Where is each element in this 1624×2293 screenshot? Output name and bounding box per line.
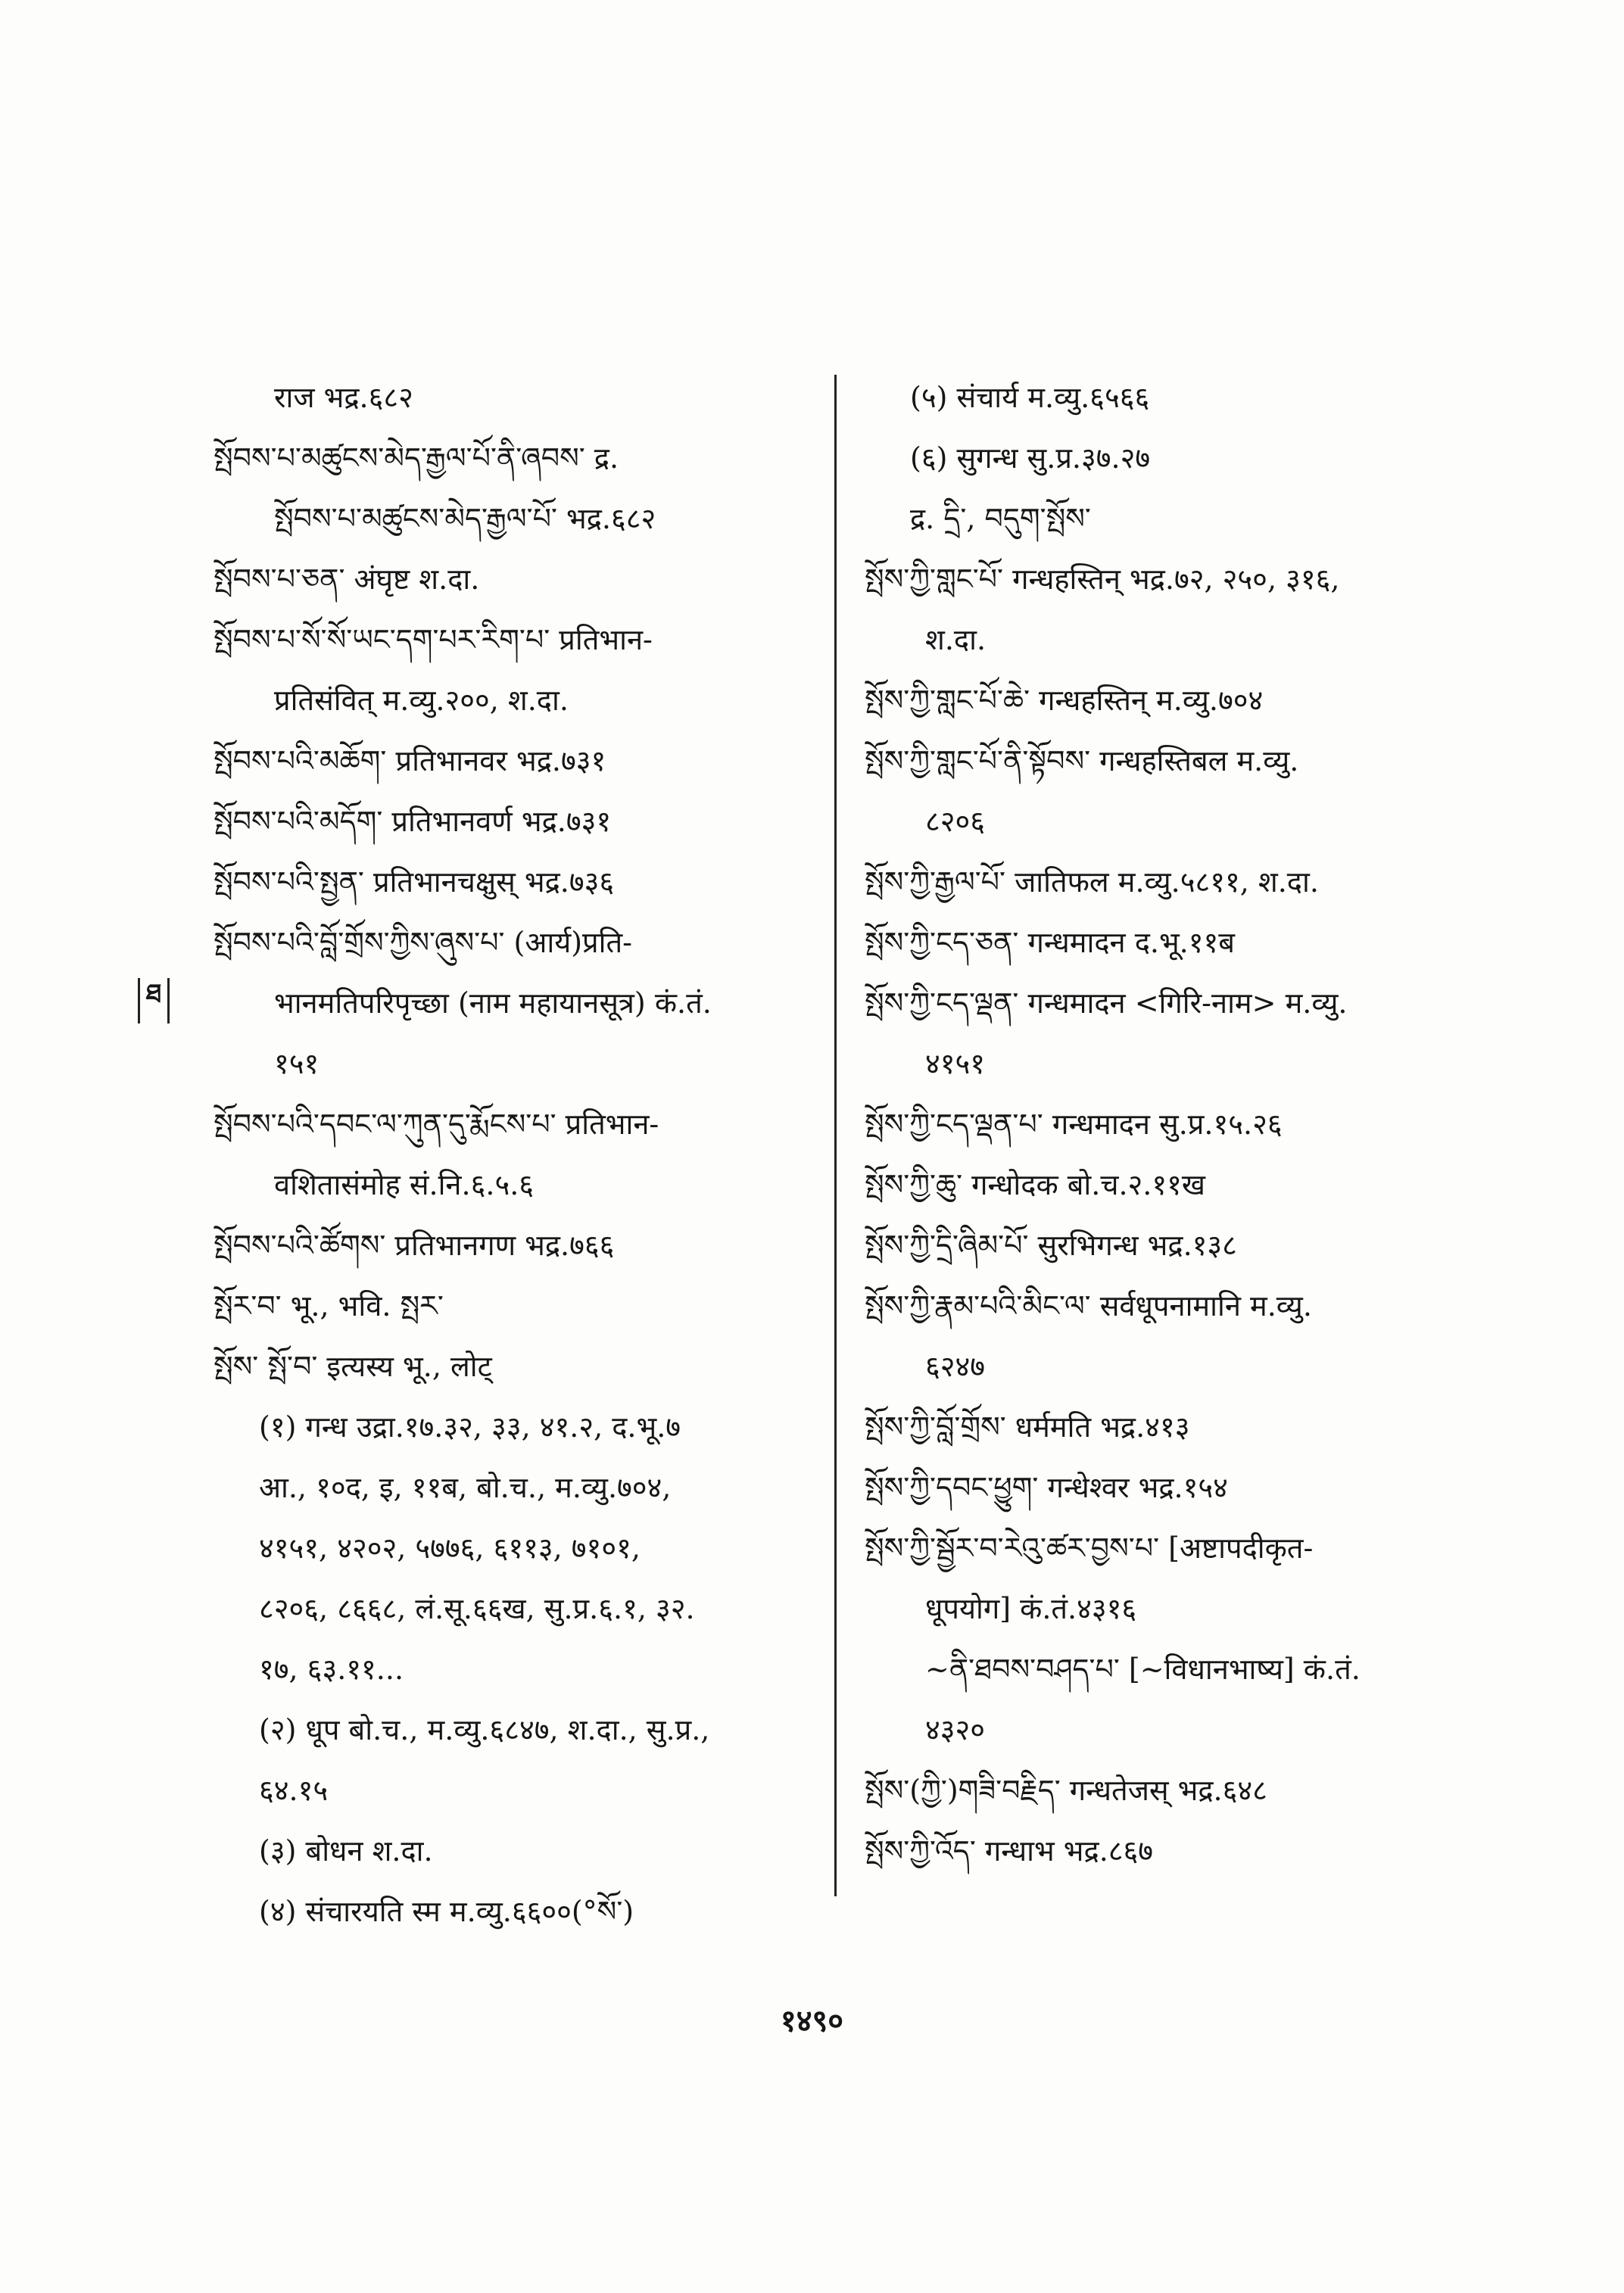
entry-line: སྤོས་ཀྱི་གླང་པོ་ཆེ་ गन्धहस्तिन् म.व्यु.७०४ bbox=[865, 684, 1264, 717]
entry-line: आ., १०द, इ, ११ब, बो.च., म.व्यु.७०४, bbox=[259, 1471, 672, 1504]
entry-line: སྤོས་ཀྱི་འོད་ गन्धाभ भद्र.८६७ bbox=[865, 1834, 1154, 1868]
page-number: १४९० bbox=[780, 2003, 844, 2039]
entry-line: श.दा. bbox=[925, 623, 987, 656]
entry-line: སྤོབས་པ་མཚུངས་མེད་རྒྱལ་པོ་ भद्र.६८२ bbox=[274, 502, 656, 535]
entry-line: भानमतिपरिपृच्छा (नाम महायानसूत्र) कं.तं. bbox=[274, 986, 712, 1020]
entry-line: ४३२० bbox=[925, 1713, 986, 1746]
entry-line: སྤོས་ཀྱི་རྣམ་པའི་མིང་ལ་ सर्वधूपनामानि म.व्यु. bbox=[865, 1289, 1312, 1323]
entry-line: སྤོས་ཀྱི་ངད་ཅན་ गन्धमादन द.भू.११ब bbox=[865, 926, 1235, 959]
entry-line: १५१ bbox=[274, 1047, 320, 1080]
entry-line: ८२०६ bbox=[925, 805, 986, 838]
entry-line: (३) बोधन श.दा. bbox=[259, 1834, 433, 1868]
entry-line: राज भद्र.६८२ bbox=[274, 381, 413, 414]
entry-line: ४१५१ bbox=[925, 1047, 986, 1080]
entry-line: སྤོབས་པ་མཚུངས་མེད་རྒྱལ་པོ་ནི་ཞབས་ द्र. bbox=[214, 441, 619, 475]
entry-line: ६२४७ bbox=[925, 1350, 986, 1383]
entry-line: སྤོས་ཀྱི་སྦྱོར་བ་རེའུ་ཚར་བྱས་པ་ [अष्टापदीकृत- bbox=[865, 1531, 1314, 1565]
right-column bbox=[865, 367, 1493, 1881]
entry-line: (१) गन्ध उद्रा.१७.३२, ३३, ४१.२, द.भू.७ bbox=[259, 1410, 681, 1444]
entry-line: (५) संचार्य म.व्यु.६५६६ bbox=[910, 381, 1150, 414]
entry-line: སྤོས་ཀྱི་ཆུ་ गन्धोदक बो.च.२.११ख bbox=[865, 1168, 1205, 1201]
entry-line: སྤོས་ཀྱི་བློ་གྲོས་ धर्ममति भद्र.४१३ bbox=[865, 1410, 1190, 1444]
entry-line: སྤོས་ཀྱི་དབང་ཕྱུག་ गन्धेश्वर भद्र.१५४ bbox=[865, 1471, 1228, 1504]
entry-line: वशितासंमोह सं.नि.६.५.६ bbox=[274, 1168, 535, 1201]
entry-line: སྤོབས་པ་ཅན་ अंघृष्ट श.दा. bbox=[214, 562, 480, 596]
left-column bbox=[214, 367, 812, 1942]
entry-line: སྤོས་ཀྱི་གླང་པོ་ནི་སྟོབས་ गन्धहस्तिबल म.व्यु. bbox=[865, 744, 1299, 777]
section-thumb-mark: ཐ bbox=[138, 978, 170, 1023]
entry-line: སྤོས་ཀྱི་དྲི་ཞིམ་པོ་ सुरभिगन्ध भद्र.१३८ bbox=[865, 1229, 1237, 1262]
entry-line: སྤོས་(ཀྱི་)གཟི་བརྗིད་ गन्धतेजस् भद्र.६४८ bbox=[865, 1774, 1267, 1807]
entry-line: སྤོབས་པའི་མཆོག་ प्रतिभानवर भद्र.७३१ bbox=[214, 744, 606, 777]
entry-line: (६) सुगन्ध सु.प्र.३७.२७ bbox=[910, 441, 1151, 475]
entry-line: १७, ६३.११... bbox=[259, 1653, 404, 1686]
entry-line: སྤོས་ཀྱི་ངད་ལྡན་ गन्धमादन <गिरि-नाम> म.व्यु. bbox=[865, 986, 1348, 1020]
entry-line: སྤོབས་པའི་བློ་གྲོས་ཀྱིས་ཞུས་པ་ (आर्य)प्रति- bbox=[214, 926, 633, 959]
entry-line: སྤོས་ཀྱི་གླང་པོ་ गन्धहस्तिन् भद्र.७२, २५०, ३१६, bbox=[865, 562, 1340, 596]
entry-line: द्र. དྲི་, བདུག་སྤོས་ bbox=[910, 502, 1091, 535]
column-divider bbox=[834, 375, 837, 1896]
entry-line: धूपयोग] कं.तं.४३१६ bbox=[925, 1592, 1137, 1625]
entry-line: ~ནི་ཐབས་བཤད་པ་ [~विधानभाष्य] कं.तं. bbox=[925, 1653, 1361, 1686]
entry-line: སྤོབས་པའི་སྤྱན་ प्रतिभानचक्षुस् भद्र.७३६ bbox=[214, 865, 615, 899]
entry-line: སྤོས་ སྤོ་བ་ इत्यस्य भू., लोट् bbox=[214, 1350, 492, 1383]
entry-line: (२) धूप बो.च., म.व्यु.६८४७, श.दा., सु.प्र., bbox=[259, 1713, 710, 1746]
entry-line: སྤོབས་པའི་དབང་ལ་ཀུན་དུ་རྨོངས་པ་ प्रतिभान- bbox=[214, 1108, 659, 1141]
entry-line: ६४.१५ bbox=[259, 1774, 329, 1807]
entry-line: प्रतिसंवित् म.व्यु.२००, श.दा. bbox=[274, 684, 569, 717]
entry-line: ८२०६, ८६६८, लं.सू.६६ख, सु.प्र.६.१, ३२. bbox=[259, 1592, 695, 1625]
entry-line: ४१५१, ४२०२, ५७७६, ६११३, ७१०१, bbox=[259, 1531, 641, 1565]
entry-line: སྤོས་ཀྱི་རྒྱལ་པོ་ जातिफल म.व्यु.५८११, श.दा. bbox=[865, 865, 1319, 899]
entry-line: སྤོས་ཀྱི་ངད་ལྡན་པ་ गन्धमादन सु.प्र.१५.२६ bbox=[865, 1108, 1283, 1141]
entry-line: སྤོར་བ་ भू., भवि. སྤར་ bbox=[214, 1289, 444, 1323]
entry-line: སྤོབས་པའི་ཚོགས་ प्रतिभानगण भद्र.७६६ bbox=[214, 1229, 615, 1262]
entry-line: སྤོབས་པའི་མདོག་ प्रतिभानवर्ण भद्र.७३१ bbox=[214, 805, 612, 838]
entry-line: (४) संचारयति स्म म.व्यु.६६००(°སོ་) bbox=[259, 1895, 634, 1928]
entry-line: སྤོབས་པ་སོ་སོ་ཡང་དག་པར་རིག་པ་ प्रतिभान- bbox=[214, 623, 653, 656]
